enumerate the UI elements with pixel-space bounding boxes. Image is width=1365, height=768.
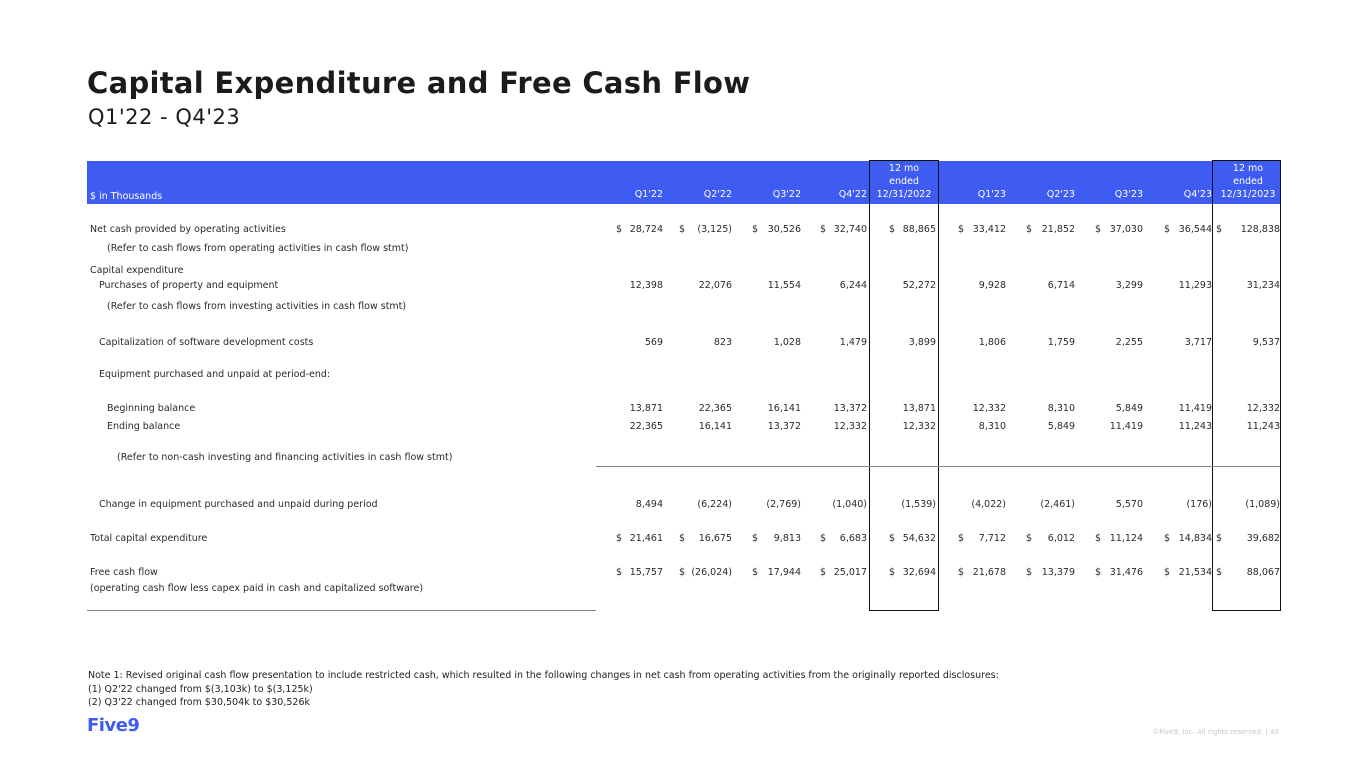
table-cell: 8,494 [635, 499, 663, 510]
dollar-sign: $ [958, 224, 965, 235]
table-cell: 88,067 [1246, 567, 1280, 578]
table-cell: 7,712 [978, 533, 1006, 544]
row-label: Equipment purchased and unpaid at period-end: [99, 369, 331, 380]
table-cell: 3,899 [908, 337, 936, 348]
dollar-sign: $ [958, 567, 965, 578]
dollar-sign: $ [616, 224, 623, 235]
divider [596, 466, 1280, 467]
table-cell: (1,040) [832, 499, 867, 510]
table-cell: 21,678 [972, 567, 1006, 578]
annual-column-box [1212, 160, 1281, 611]
table-cell: 31,234 [1246, 280, 1280, 291]
dollar-sign: $ [752, 224, 759, 235]
dollar-sign: $ [1095, 224, 1102, 235]
footnotes [88, 669, 999, 710]
table-cell: 88,865 [902, 224, 936, 235]
column-header: Q4'22 [838, 189, 867, 200]
dollar-sign: $ [1216, 567, 1223, 578]
table-cell: 52,272 [902, 280, 936, 291]
column-header: 12 mo ended 12/31/2023 [1220, 163, 1276, 200]
table-cell: 12,332 [972, 403, 1006, 414]
dollar-sign: $ [820, 224, 827, 235]
table-cell: 3,717 [1184, 337, 1212, 348]
page-title: Capital Expenditure and Free Cash Flow [87, 66, 751, 100]
note-line: Note 1: Revised original cash flow presentation to include restricted cash, which resulted in the following changes in net cash from operating activities from the originally reported disclosures: [88, 670, 999, 681]
table-cell: 2,255 [1115, 337, 1143, 348]
table-cell: 11,243 [1178, 421, 1212, 432]
table-cell: (176) [1186, 499, 1212, 510]
units-label: $ in Thousands [90, 191, 163, 202]
dollar-sign: $ [752, 567, 759, 578]
column-header: Q3'22 [772, 189, 801, 200]
table-cell: 5,570 [1115, 499, 1143, 510]
dollar-sign: $ [752, 533, 759, 544]
row-label: Ending balance [107, 421, 181, 432]
page-subtitle: Q1'22 - Q4'23 [88, 105, 241, 129]
divider [87, 610, 596, 611]
row-label: Net cash provided by operating activities [90, 224, 286, 235]
dollar-sign: $ [820, 533, 827, 544]
table-cell: 128,838 [1240, 224, 1280, 235]
dollar-sign: $ [1216, 224, 1223, 235]
table-cell: 13,379 [1041, 567, 1075, 578]
column-header: Q2'22 [703, 189, 732, 200]
row-label: (Refer to cash flows from investing activities in cash flow stmt) [107, 301, 407, 312]
row-label: (Refer to non-cash investing and financing activities in cash flow stmt) [117, 452, 453, 463]
table-cell: (1,539) [901, 499, 936, 510]
table-cell: 22,076 [698, 280, 732, 291]
table-cell: 36,544 [1178, 224, 1212, 235]
column-header: Q2'23 [1046, 189, 1075, 200]
table-cell: 8,310 [1047, 403, 1075, 414]
table-cell: 6,244 [839, 280, 867, 291]
dollar-sign: $ [1216, 533, 1223, 544]
dollar-sign: $ [958, 533, 965, 544]
row-label: Change in equipment purchased and unpaid during period [99, 499, 378, 510]
table-cell: 11,419 [1109, 421, 1143, 432]
table-cell: 11,554 [767, 280, 801, 291]
table-cell: (6,224) [697, 499, 732, 510]
row-label: Capital expenditure [90, 265, 184, 276]
row-label: Total capital expenditure [90, 533, 208, 544]
row-label: Free cash flow [90, 567, 158, 578]
table-cell: 28,724 [629, 224, 663, 235]
table-cell: (26,024) [691, 567, 732, 578]
table-cell: 16,675 [698, 533, 732, 544]
table-cell: 1,759 [1047, 337, 1075, 348]
table-cell: 9,928 [978, 280, 1006, 291]
table-cell: 13,372 [767, 421, 801, 432]
dollar-sign: $ [679, 567, 686, 578]
table-cell: 823 [713, 337, 732, 348]
table-cell: 12,332 [902, 421, 936, 432]
table-cell: 14,834 [1178, 533, 1212, 544]
table-cell: (3,125) [697, 224, 732, 235]
table-cell: (2,769) [766, 499, 801, 510]
table-cell: 11,293 [1178, 280, 1212, 291]
table-cell: 13,871 [629, 403, 663, 414]
table-cell: 11,124 [1109, 533, 1143, 544]
row-label: Capitalization of software development costs [99, 337, 314, 348]
table-cell: 37,030 [1109, 224, 1143, 235]
table-cell: 22,365 [629, 421, 663, 432]
table-cell: 1,806 [978, 337, 1006, 348]
table-cell: 22,365 [698, 403, 732, 414]
dollar-sign: $ [1095, 567, 1102, 578]
table-cell: 32,740 [833, 224, 867, 235]
table-cell: 12,332 [1246, 403, 1280, 414]
dollar-sign: $ [1026, 533, 1033, 544]
column-header: Q4'23 [1183, 189, 1212, 200]
row-label: (operating cash flow less capex paid in cash and capitalized software) [90, 583, 424, 594]
table-cell: 32,694 [902, 567, 936, 578]
table-cell: 15,757 [629, 567, 663, 578]
table-cell: 12,332 [833, 421, 867, 432]
dollar-sign: $ [679, 224, 686, 235]
dollar-sign: $ [616, 533, 623, 544]
table-cell: 54,632 [902, 533, 936, 544]
table-cell: 9,537 [1252, 337, 1280, 348]
table-cell: 1,479 [839, 337, 867, 348]
table-cell: 16,141 [767, 403, 801, 414]
table-cell: 11,419 [1178, 403, 1212, 414]
copyright-footer: ©Five9, Inc. All rights reserved. | 43 [1152, 728, 1279, 736]
column-header: 12 mo ended 12/31/2022 [876, 163, 932, 200]
table-cell: 21,852 [1041, 224, 1075, 235]
row-label: Purchases of property and equipment [99, 280, 279, 291]
dollar-sign: $ [889, 567, 896, 578]
table-cell: 33,412 [972, 224, 1006, 235]
column-header: Q1'22 [634, 189, 663, 200]
dollar-sign: $ [1164, 224, 1171, 235]
five9-logo: Five9 [87, 715, 140, 736]
column-header: Q3'23 [1114, 189, 1143, 200]
note-line: (2) Q3'22 changed from $30,504k to $30,526k [88, 697, 311, 708]
note-line: (1) Q2'22 changed from $(3,103k) to $(3,125k) [88, 683, 313, 695]
table-cell: 17,944 [767, 567, 801, 578]
table-cell: 8,310 [978, 421, 1006, 432]
table-cell: (4,022) [971, 499, 1006, 510]
table-cell: (1,089) [1245, 499, 1280, 510]
table-cell: (2,461) [1040, 499, 1075, 510]
table-cell: 16,141 [698, 421, 732, 432]
dollar-sign: $ [1026, 224, 1033, 235]
table-cell: 1,028 [773, 337, 801, 348]
dollar-sign: $ [820, 567, 827, 578]
table-cell: 13,871 [902, 403, 936, 414]
dollar-sign: $ [889, 533, 896, 544]
annual-column-box [869, 160, 939, 611]
table-cell: 5,849 [1047, 421, 1075, 432]
table-cell: 21,534 [1178, 567, 1212, 578]
table-cell: 31,476 [1109, 567, 1143, 578]
dollar-sign: $ [889, 224, 896, 235]
table-cell: 25,017 [833, 567, 867, 578]
table-cell: 12,398 [629, 280, 663, 291]
table-cell: 3,299 [1115, 280, 1143, 291]
dollar-sign: $ [1026, 567, 1033, 578]
column-header: Q1'23 [977, 189, 1006, 200]
table-cell: 9,813 [773, 533, 801, 544]
table-cell: 5,849 [1115, 403, 1143, 414]
table-cell: 569 [644, 337, 663, 348]
table-cell: 6,683 [839, 533, 867, 544]
table-cell: 11,243 [1246, 421, 1280, 432]
row-label: (Refer to cash flows from operating activities in cash flow stmt) [107, 243, 409, 254]
table-cell: 13,372 [833, 403, 867, 414]
dollar-sign: $ [679, 533, 686, 544]
row-label: Beginning balance [107, 403, 196, 414]
dollar-sign: $ [1095, 533, 1102, 544]
table-cell: 30,526 [767, 224, 801, 235]
dollar-sign: $ [1164, 567, 1171, 578]
table-cell: 6,012 [1047, 533, 1075, 544]
table-cell: 21,461 [629, 533, 663, 544]
table-cell: 39,682 [1246, 533, 1280, 544]
dollar-sign: $ [616, 567, 623, 578]
table-cell: 6,714 [1047, 280, 1075, 291]
dollar-sign: $ [1164, 533, 1171, 544]
